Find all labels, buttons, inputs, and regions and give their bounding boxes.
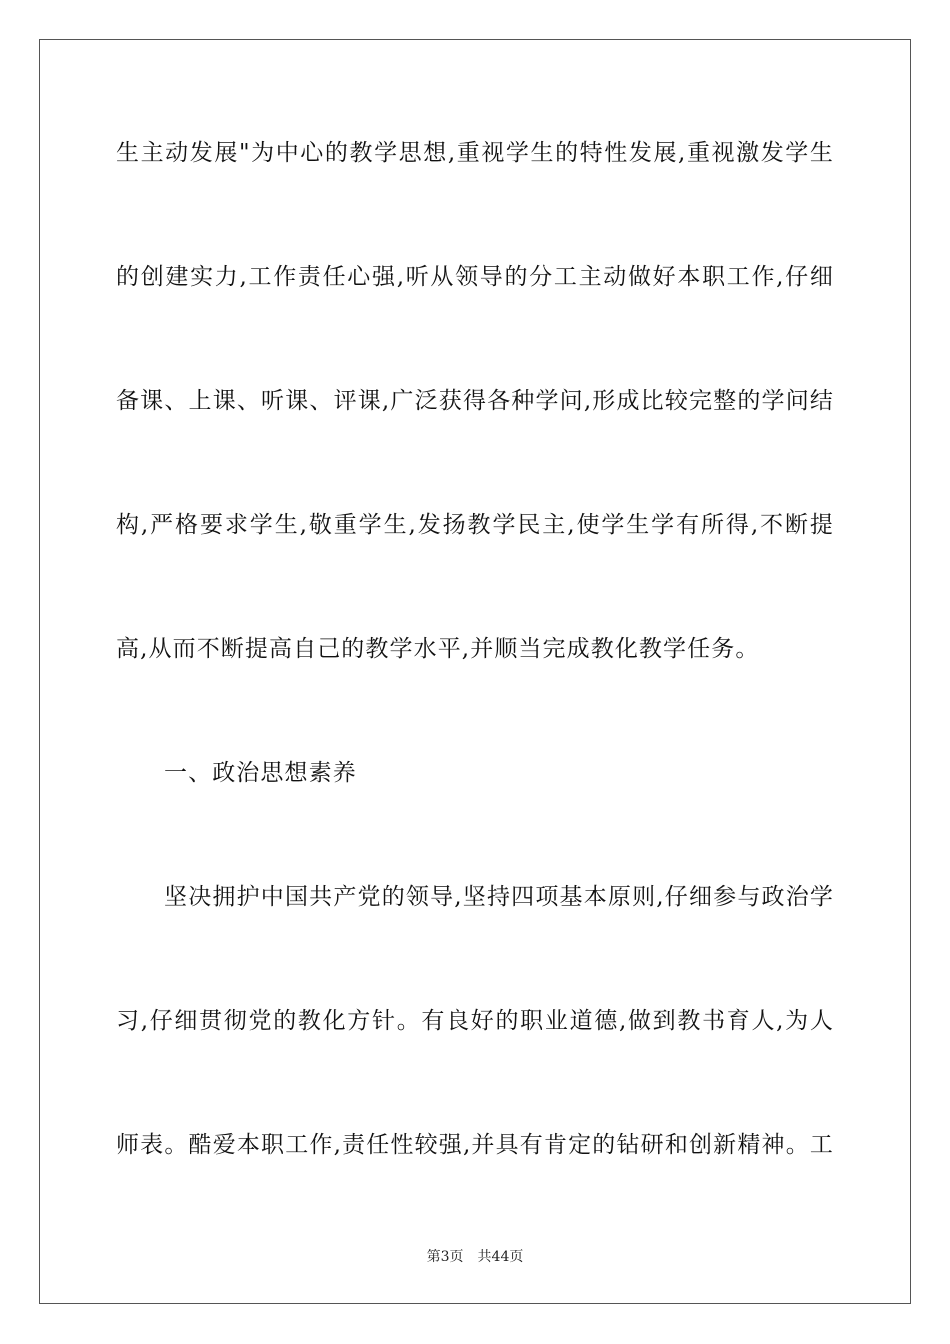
body-text-line: 坚决拥护中国共产党的领导,坚持四项基本原则,仔细参与政治学 [164, 884, 834, 910]
page-total: 共44页 [477, 1249, 524, 1265]
page-number: 第3页 [426, 1249, 464, 1265]
page-border [39, 39, 911, 1304]
body-text-line: 备课、上课、听课、评课,广泛获得各种学问,形成比较完整的学问结 [116, 388, 834, 414]
body-text-line: 习,仔细贯彻党的教化方针。有良好的职业道德,做到教书育人,为人 [116, 1008, 834, 1034]
body-text-line: 师表。酷爱本职工作,责任性较强,并具有肯定的钻研和创新精神。工 [116, 1132, 834, 1158]
body-text-line: 构,严格要求学生,敬重学生,发扬教学民主,使学生学有所得,不断提 [116, 512, 834, 538]
page-footer [0, 1248, 950, 1266]
body-text-line: 的创建实力,工作责任心强,听从领导的分工主动做好本职工作,仔细 [116, 264, 834, 290]
body-text-line: 高,从而不断提高自己的教学水平,并顺当完成教化教学任务。 [116, 636, 760, 662]
section-heading: 一、政治思想素养 [164, 760, 357, 786]
body-text-line: 生主动发展"为中心的教学思想,重视学生的特性发展,重视激发学生 [116, 140, 834, 166]
